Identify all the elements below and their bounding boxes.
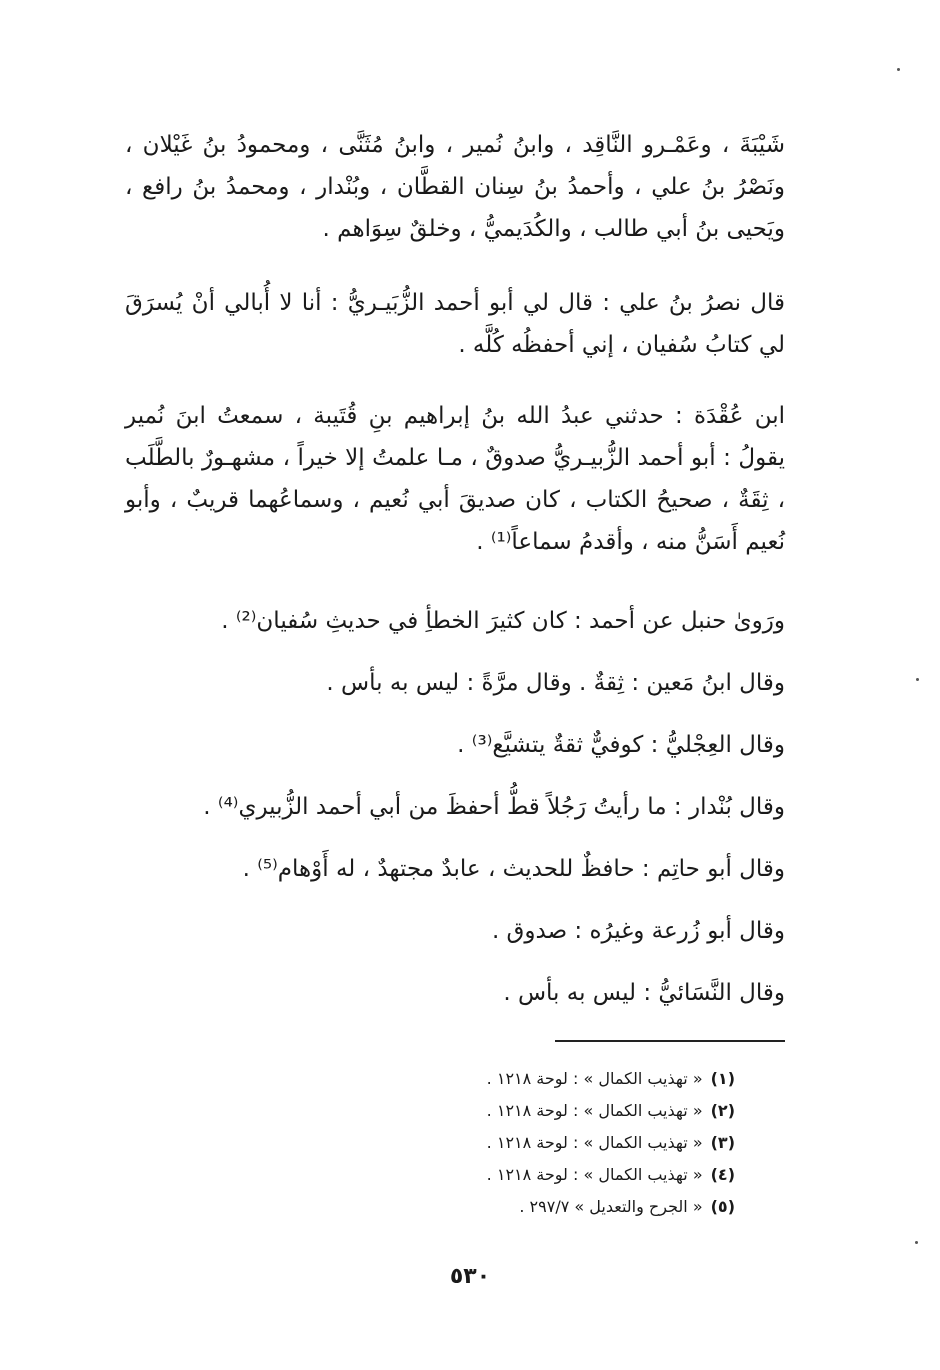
paragraph-nasr-quote: قال نصرُ بنُ علي : قال لي أبو أحمد الزُّبَيـريُّ : أنا لا أُبالي أنْ يُسرَقَ لي كتابُ سُفيان ، إني أحفظُه كُلَّه . bbox=[125, 290, 785, 358]
footnote-3 bbox=[487, 1132, 735, 1154]
footnote-number: (١) bbox=[710, 1069, 735, 1088]
line-hanbal: ورَوىٰ حنبل عن أحمد : كان كثيرَ الخطأِ في حديثِ سُفيان⁽²⁾ . bbox=[221, 608, 785, 634]
scan-speck bbox=[897, 68, 900, 71]
footnote-text: « تهذيب الكمال » : لوحة ١٢١٨ . bbox=[486, 1165, 703, 1184]
line-abu-hatim: وقال أبو حاتِم : حافظٌ للحديث ، عابدٌ مجتهدٌ ، له أَوْهام⁽⁵⁾ . bbox=[242, 856, 785, 882]
line-ibn-maeen: وقال ابنُ مَعين : ثِقةٌ . وقال مرَّةً : ليس به بأس . bbox=[326, 670, 785, 696]
page-number: ٥٣٠ bbox=[449, 1264, 491, 1289]
footnote-number: (٢) bbox=[710, 1101, 735, 1120]
footnote-text: « تهذيب الكمال » : لوحة ١٢١٨ . bbox=[486, 1133, 703, 1152]
line-ijli: وقال العِجْليُّ : كوفيٌّ ثقةٌ يتشيَّع⁽³⁾ . bbox=[457, 732, 785, 758]
footnote-number: (٥) bbox=[710, 1197, 735, 1216]
paragraph-ibn-uqda: ابن عُقْدَة : حدثني عبدُ الله بنُ إبراهيم بنِ قُتَيبة ، سمعتُ ابنَ نُمير يقولُ : أبو أحمد الزُّبيـريُّ صدوقٌ ، مـا علمتُ إلا خيراً ، مشهـورٌ بالطَّلَب ، ثِقَةٌ ، صحيحُ الكتاب ، كان صديقَ أبي نُعيم ، وسماعُهما قريبٌ ، وأبو نُعيم أَسَنُّ منه ، وأقدمُ سماعاً⁽¹⁾ . bbox=[125, 403, 785, 555]
footnote-separator bbox=[555, 1040, 785, 1042]
line-bundar: وقال بُنْدار : ما رأيتُ رَجُلاً قطُّ أحفظَ من أبي أحمد الزُّبيري⁽⁴⁾ . bbox=[203, 794, 785, 820]
footnote-text: « الجرح والتعديل » ٢٩٧/٧ . bbox=[519, 1197, 703, 1216]
footnote-1 bbox=[487, 1068, 735, 1090]
footnote-text: « تهذيب الكمال » : لوحة ١٢١٨ . bbox=[486, 1101, 703, 1120]
line-nasai: وقال النَّسَائيُّ : ليس به بأس . bbox=[503, 980, 785, 1006]
paragraph-students-list: شَيْبَةَ ، وعَمْـرو النَّاقِد ، وابنُ نُمير ، وابنُ مُثَنَّى ، ومحمودُ بنُ غَيْلان ، ونَصْرُ بنُ علي ، وأحمدُ بنُ سِنان القطَّان ، وبُنْدار ، ومحمدُ بنُ رافع ، ويَحيى بنُ أبي طالب ، والكُدَيميُّ ، وخلقٌ سِوَاهم . bbox=[125, 132, 785, 242]
scan-speck bbox=[915, 1241, 918, 1244]
footnote-number: (٤) bbox=[710, 1165, 735, 1184]
footnote-number: (٣) bbox=[710, 1133, 735, 1152]
footnote-4 bbox=[487, 1164, 735, 1186]
footnote-2 bbox=[487, 1100, 735, 1122]
scan-speck bbox=[916, 678, 919, 681]
footnote-text: « تهذيب الكمال » : لوحة ١٢١٨ . bbox=[486, 1069, 703, 1088]
line-abu-zura: وقال أبو زُرعة وغيرُه : صدوق . bbox=[491, 918, 785, 944]
footnote-5 bbox=[519, 1196, 735, 1218]
